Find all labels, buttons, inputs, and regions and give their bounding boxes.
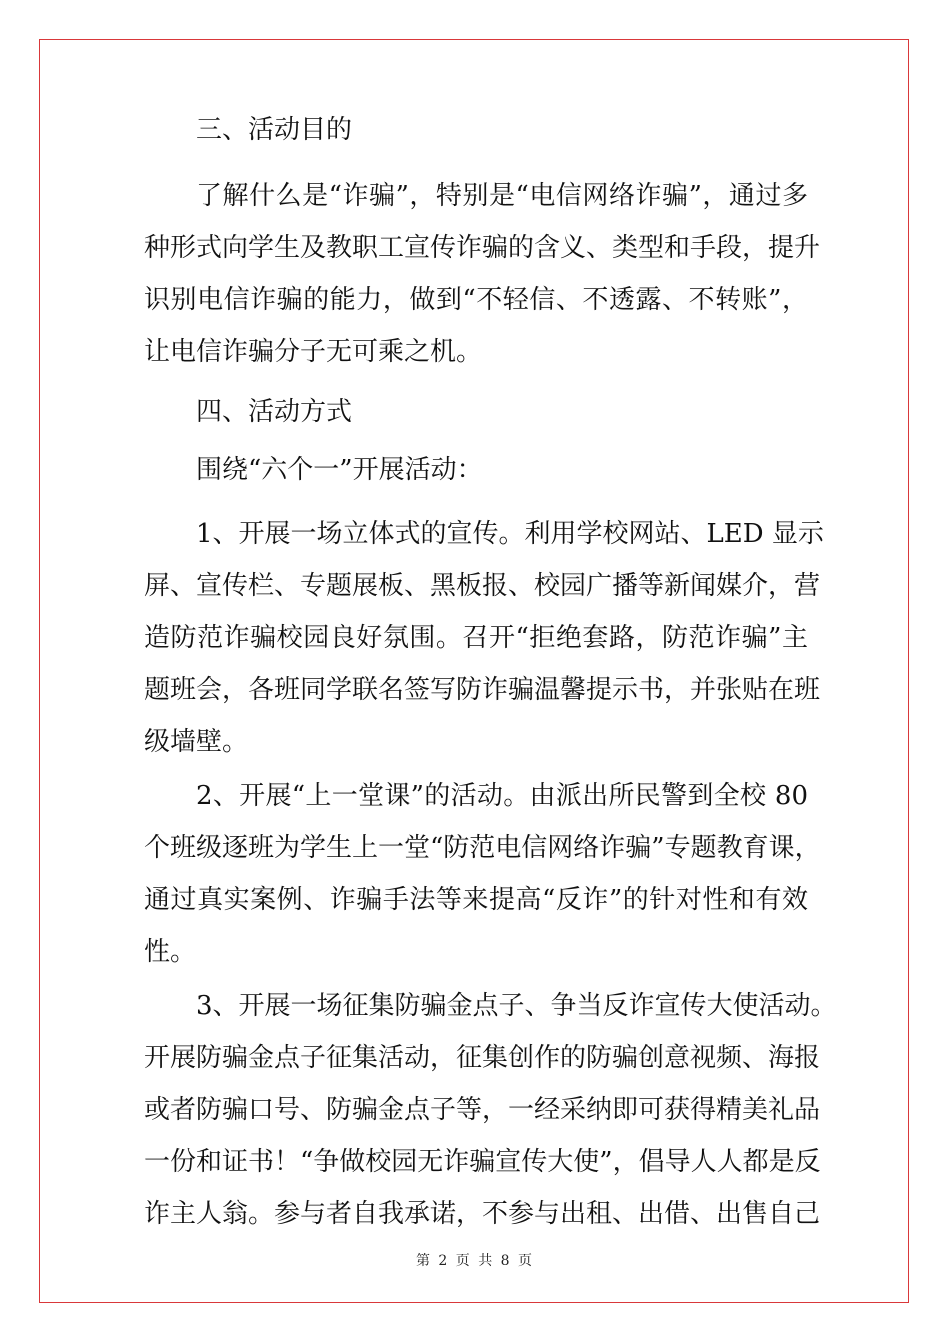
paragraph-line: 围绕“六个一”开展活动：	[196, 455, 483, 485]
paragraph-line: 屏、宣传栏、专题展板、黑板报、校园广播等新闻媒介，营	[144, 571, 821, 601]
paragraph-line: 一份和证书！“争做校园无诈骗宣传大使”，倡导人人都是反	[144, 1147, 821, 1177]
paragraph-line: 级墙壁。	[144, 727, 249, 757]
paragraph-line: 个班级逐班为学生上一堂“防范电信网络诈骗”专题教育课，	[144, 833, 821, 863]
paragraph-line: 1、开展一场立体式的宣传。利用学校网站、LED 显示	[196, 519, 824, 549]
paragraph-line: 或者防骗口号、防骗金点子等，一经采纳即可获得精美礼品	[144, 1095, 821, 1125]
paragraph-line: 3、开展一场征集防骗金点子、争当反诈宣传大使活动。	[196, 991, 837, 1021]
paragraph-line: 2、开展“上一堂课”的活动。由派出所民警到全校 80	[196, 781, 808, 811]
paragraph-line: 让电信诈骗分子无可乘之机。	[144, 337, 483, 367]
paragraph-line: 造防范诈骗校园良好氛围。召开“拒绝套路，防范诈骗”主	[144, 623, 808, 653]
heading-activity-method: 四、活动方式	[196, 397, 353, 427]
heading-activity-purpose: 三、活动目的	[196, 115, 353, 145]
paragraph-line: 诈主人翁。参与者自我承诺，不参与出租、出借、出售自己	[144, 1199, 821, 1229]
paragraph-line: 题班会，各班同学联名签写防诈骗温馨提示书，并张贴在班	[144, 675, 821, 705]
paragraph-line: 种形式向学生及教职工宣传诈骗的含义、类型和手段，提升	[144, 233, 821, 263]
paragraph-line: 了解什么是“诈骗”，特别是“电信网络诈骗”，通过多	[196, 181, 808, 211]
paragraph-line: 性。	[144, 937, 197, 967]
paragraph-line: 识别电信诈骗的能力，做到“不轻信、不透露、不转账”，	[144, 285, 808, 315]
paragraph-line: 开展防骗金点子征集活动，征集创作的防骗创意视频、海报	[144, 1043, 821, 1073]
paragraph-line: 通过真实案例、诈骗手法等来提高“反诈”的针对性和有效	[144, 885, 808, 915]
page-number: 第 2 页 共 8 页	[415, 1253, 535, 1269]
